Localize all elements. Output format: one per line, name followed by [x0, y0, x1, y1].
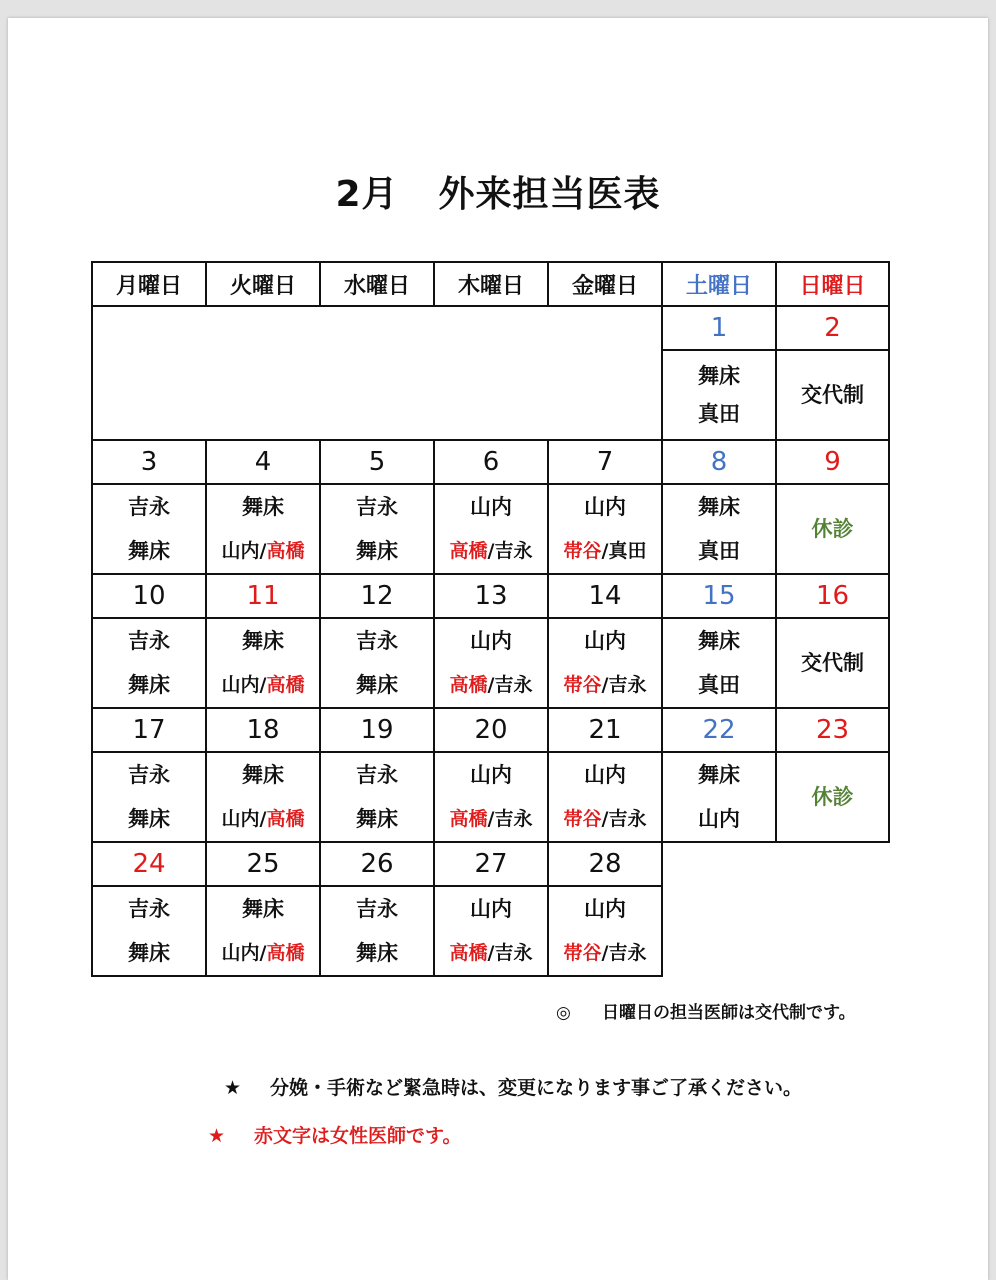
- doctor-cell: [206, 484, 320, 574]
- week5-date-row: [92, 842, 889, 886]
- doctor-pair: 帯谷/真田: [563, 540, 647, 562]
- weekday-sat: 土曜日: [662, 262, 776, 306]
- weekday-header-row: [92, 262, 889, 306]
- date-cell: 15: [662, 574, 776, 618]
- doctor-name: 真田: [698, 673, 740, 697]
- closed-cell: 休診: [776, 484, 889, 574]
- doctor-name: 舞床: [698, 629, 740, 653]
- doctor-name: 山内: [584, 897, 626, 921]
- doctor-name: 舞床: [698, 495, 740, 519]
- date-cell: 5: [320, 440, 434, 484]
- doctor-name: 舞床: [698, 763, 740, 787]
- document-page: [8, 18, 988, 1280]
- doctor-name: 吉永: [356, 629, 398, 653]
- schedule-table: [91, 261, 890, 977]
- doctor-name: 吉永: [356, 763, 398, 787]
- title-text: 外来担当医表: [438, 174, 661, 215]
- doctor-pair: 山内/高橋: [221, 540, 305, 562]
- week4-doctor-row: [92, 752, 889, 842]
- doctor-pair: 帯谷/吉永: [563, 942, 647, 964]
- date-cell: 20: [434, 708, 548, 752]
- date-cell: 21: [548, 708, 662, 752]
- doctor-name: 舞床: [356, 941, 398, 965]
- doctor-name: 山内: [584, 629, 626, 653]
- doctor-name: 舞床: [242, 897, 284, 921]
- doctor-pair: 山内/高橋: [221, 674, 305, 696]
- date-cell: 9: [776, 440, 889, 484]
- doctor-name: 吉永: [356, 495, 398, 519]
- doctor-cell: [92, 484, 206, 574]
- date-cell: 7: [548, 440, 662, 484]
- doctor-name: 舞床: [128, 807, 170, 831]
- date-cell: 6: [434, 440, 548, 484]
- date-cell: 22: [662, 708, 776, 752]
- date-cell: 26: [320, 842, 434, 886]
- doctor-name: 舞床: [128, 539, 170, 563]
- doctor-name: 真田: [698, 539, 740, 563]
- doctor-pair: 帯谷/吉永: [563, 808, 647, 830]
- week3-doctor-row: [92, 618, 889, 708]
- week1-empty-cell: [92, 306, 662, 440]
- star-icon: ★: [208, 1125, 226, 1147]
- doctor-name: 舞床: [128, 673, 170, 697]
- date-cell: 18: [206, 708, 320, 752]
- date-cell: 28: [548, 842, 662, 886]
- weekday-sun: 日曜日: [776, 262, 889, 306]
- date-cell: 25: [206, 842, 320, 886]
- note-female: [208, 1121, 461, 1148]
- note-emergency-text: 分娩・手術など緊急時は、変更になります事ご了承ください。: [270, 1077, 803, 1099]
- doctor-name: 吉永: [128, 897, 170, 921]
- note-female-text: 赤文字は女性医師です。: [254, 1125, 462, 1147]
- week1-date-row: [92, 306, 889, 350]
- date-cell: 23: [776, 708, 889, 752]
- doctor-name: 山内: [470, 629, 512, 653]
- doctor-cell: [434, 752, 548, 842]
- doctor-cell: [206, 886, 320, 976]
- date-cell: 17: [92, 708, 206, 752]
- doctor-name: 舞床: [242, 763, 284, 787]
- doctor-name: 吉永: [128, 629, 170, 653]
- date-cell: 19: [320, 708, 434, 752]
- date-cell: 13: [434, 574, 548, 618]
- note-emergency: [224, 1073, 802, 1100]
- date-cell: 27: [434, 842, 548, 886]
- date-cell: 3: [92, 440, 206, 484]
- doctor-pair: 帯谷/吉永: [563, 674, 647, 696]
- doctor-name: 山内: [470, 495, 512, 519]
- doctor-cell: [548, 484, 662, 574]
- title-month: 2月: [335, 174, 399, 215]
- date-cell: 1: [662, 306, 776, 350]
- weekday-thu: 木曜日: [434, 262, 548, 306]
- note-sunday: [556, 998, 856, 1023]
- shift-cell: 交代制: [776, 618, 889, 708]
- date-cell: 11: [206, 574, 320, 618]
- doctor-name: 吉永: [128, 495, 170, 519]
- doctor-cell: [662, 752, 776, 842]
- doctor-cell: [548, 618, 662, 708]
- doctor-name: 吉永: [128, 763, 170, 787]
- doctor-name: 山内: [698, 807, 740, 831]
- week2-date-row: [92, 440, 889, 484]
- star-icon: ★: [224, 1077, 242, 1099]
- doctor-cell: [320, 484, 434, 574]
- doctor-cell: [206, 752, 320, 842]
- date-cell: 8: [662, 440, 776, 484]
- doctor-name: 舞床: [698, 364, 740, 388]
- date-cell: 14: [548, 574, 662, 618]
- doctor-name: 吉永: [356, 897, 398, 921]
- doctor-cell: [92, 752, 206, 842]
- week5-blank: [662, 842, 889, 976]
- doctor-cell: [662, 618, 776, 708]
- date-cell: 16: [776, 574, 889, 618]
- doctor-cell: [548, 886, 662, 976]
- doctor-name: 山内: [584, 763, 626, 787]
- doctor-cell: [92, 886, 206, 976]
- doctor-name: 舞床: [128, 941, 170, 965]
- doctor-cell: [320, 752, 434, 842]
- doctor-cell: [662, 484, 776, 574]
- page-title: [8, 166, 988, 217]
- week2-doctor-row: [92, 484, 889, 574]
- doctor-cell: [434, 484, 548, 574]
- weekday-mon: 月曜日: [92, 262, 206, 306]
- week4-date-row: [92, 708, 889, 752]
- doctor-pair: 高橋/吉永: [449, 942, 533, 964]
- date-cell: 2: [776, 306, 889, 350]
- weekday-fri: 金曜日: [548, 262, 662, 306]
- weekday-wed: 水曜日: [320, 262, 434, 306]
- date-cell: 24: [92, 842, 206, 886]
- closed-cell: 休診: [776, 752, 889, 842]
- weekday-tue: 火曜日: [206, 262, 320, 306]
- doctor-cell: [320, 886, 434, 976]
- doctor-name: 山内: [470, 897, 512, 921]
- doctor-name: 真田: [698, 402, 740, 426]
- doctor-name: 舞床: [242, 629, 284, 653]
- doctor-cell: [434, 618, 548, 708]
- doctor-pair: 山内/高橋: [221, 942, 305, 964]
- doctor-pair: 高橋/吉永: [449, 674, 533, 696]
- doctor-cell: [320, 618, 434, 708]
- doctor-name: 舞床: [356, 539, 398, 563]
- date-cell: 4: [206, 440, 320, 484]
- doctor-cell: [206, 618, 320, 708]
- date-cell: 10: [92, 574, 206, 618]
- doctor-name: 山内: [470, 763, 512, 787]
- week3-date-row: [92, 574, 889, 618]
- doctor-cell: [434, 886, 548, 976]
- doctor-name: 舞床: [356, 673, 398, 697]
- doctor-name: 舞床: [242, 495, 284, 519]
- doctor-pair: 高橋/吉永: [449, 808, 533, 830]
- doctor-name: 山内: [584, 495, 626, 519]
- doctor-cell: 交代制: [776, 350, 889, 440]
- doctor-pair: 山内/高橋: [221, 808, 305, 830]
- doctor-cell: [92, 618, 206, 708]
- doctor-name: 舞床: [356, 807, 398, 831]
- doctor-cell: [662, 350, 776, 440]
- doctor-pair: 高橋/吉永: [449, 540, 533, 562]
- double-circle-icon: ◎: [556, 1003, 571, 1023]
- date-cell: 12: [320, 574, 434, 618]
- note-sunday-text: 日曜日の担当医師は交代制です。: [602, 1003, 856, 1023]
- doctor-cell: [548, 752, 662, 842]
